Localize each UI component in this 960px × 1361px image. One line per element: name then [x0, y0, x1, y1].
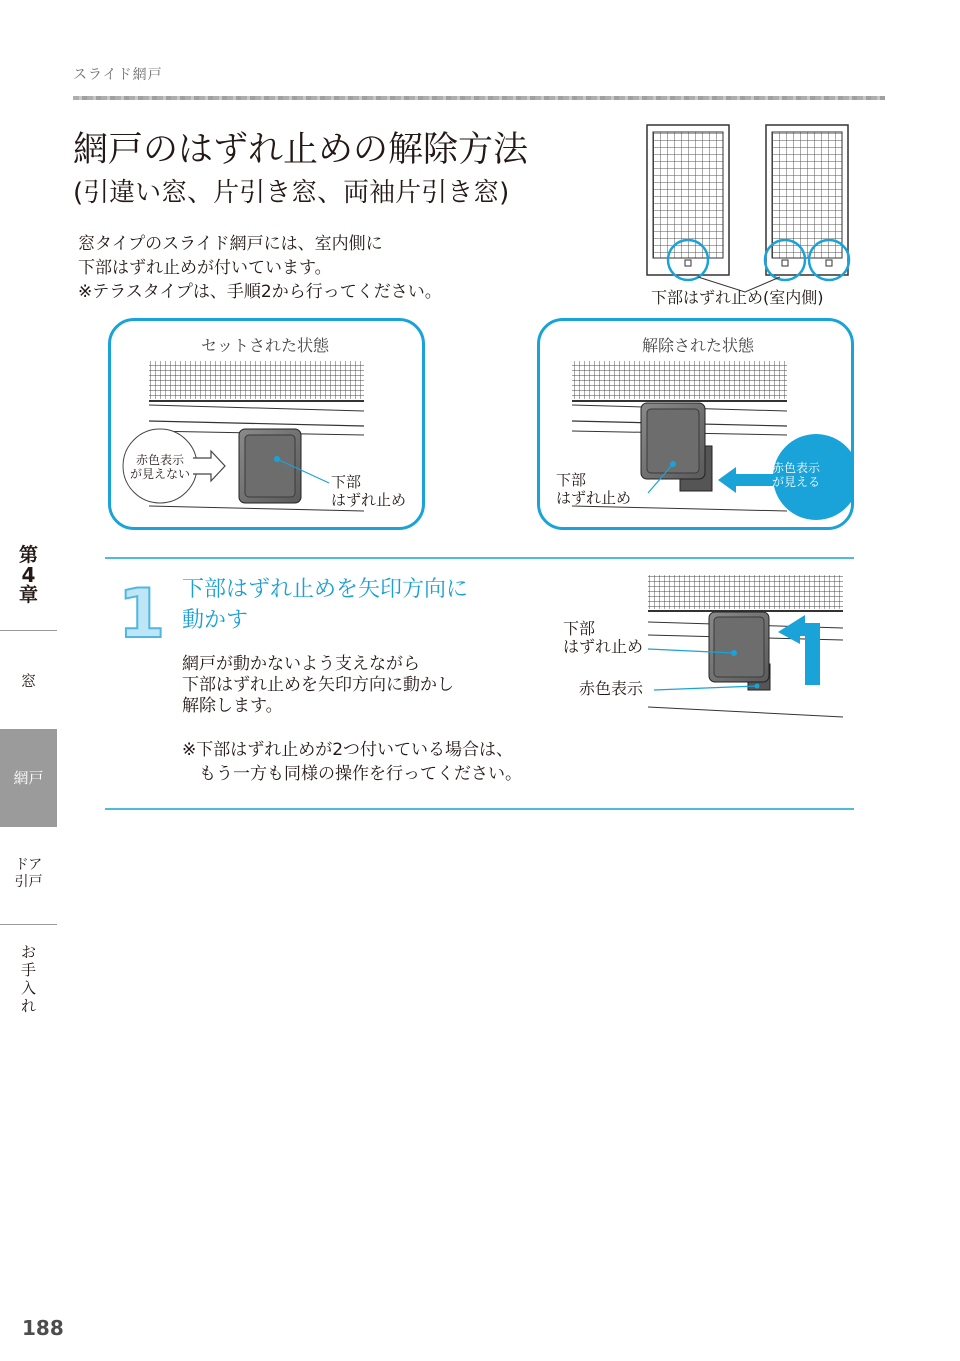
side-divider [0, 630, 57, 631]
step-body-line: 解除します。 [182, 696, 283, 716]
callout-line-text: 下部 [556, 471, 587, 489]
side-item-door[interactable] [0, 857, 57, 891]
step-top-rule [105, 557, 854, 559]
bubble-line: 赤色表示 [135, 453, 184, 467]
stopper-marker [685, 260, 691, 266]
stopper-marker [826, 260, 832, 266]
bubble-line: が見えない [129, 467, 190, 481]
stopper-callout [331, 473, 406, 509]
stopper-face [245, 435, 295, 497]
chapter-tab [0, 545, 57, 605]
badge-line: 赤色表示 [771, 461, 820, 475]
panel-set-state [108, 318, 425, 530]
callout-line-text: はずれ止め [563, 637, 644, 656]
intro-line: 窓タイプのスライド網戸には、室内側に [78, 234, 383, 254]
side-item-line: 引戸 [14, 874, 43, 890]
side-item-care[interactable] [0, 943, 57, 1015]
side-item-window[interactable]: 窓 [20, 672, 36, 690]
step-bottom-rule [105, 808, 854, 810]
step-body [182, 654, 454, 717]
section-label: スライド網戸 [73, 67, 163, 83]
step-title [182, 574, 468, 636]
arrow-up-icon [778, 615, 820, 685]
stopper-callout [556, 471, 631, 507]
step-note [182, 738, 522, 786]
panel-released-state [537, 318, 854, 530]
mesh-strip [572, 361, 787, 399]
mesh-strip [648, 575, 843, 609]
callout-line [654, 686, 757, 690]
panel-released-label: 解除された状態 [642, 336, 755, 355]
mesh-strip [149, 361, 364, 399]
step-figure-callout [563, 620, 643, 656]
step-title-line: 下部はずれ止めを矢印方向に [182, 577, 469, 602]
callout-line-text: はずれ止め [556, 489, 632, 507]
chapter-char: 章 [18, 584, 38, 606]
frame-rail [648, 707, 843, 717]
intro-line: ※テラスタイプは、手順2から行ってください。 [78, 282, 442, 302]
chapter-number: 4 [21, 563, 36, 587]
badge-line: が見える [771, 475, 820, 489]
side-item-line: れ [20, 997, 36, 1015]
step-body-line: 下部はずれ止めを矢印方向に動かし [182, 675, 454, 695]
side-item-screen-active[interactable]: 網戸 [0, 729, 57, 827]
step-note-line: もう一方も同様の操作を行ってください。 [182, 764, 522, 784]
intro-text [78, 232, 442, 304]
header-divider [73, 96, 885, 100]
side-item-line: 手 [20, 961, 36, 979]
side-item-line: お [20, 943, 36, 961]
callout-line-text: はずれ止め [331, 491, 407, 509]
stopper-face [714, 617, 764, 677]
intro-line: 下部はずれ止めが付いています。 [78, 258, 332, 278]
top-figure-caption: 下部はずれ止め(室内側) [651, 288, 824, 307]
page-subtitle: (引違い窓、片引き窓、両袖片引き窓) [73, 178, 510, 208]
frame-rail [149, 405, 364, 411]
step-number: 1 [118, 575, 166, 654]
side-item-line: 入 [20, 979, 36, 997]
step-figure [640, 572, 850, 727]
step-body-line: 網戸が動かないよう支えながら [182, 654, 420, 674]
side-item-line: ドア [14, 857, 43, 873]
panel-set-label: セットされた状態 [201, 336, 330, 355]
callout-line-text: 下部 [331, 473, 362, 491]
chapter-char: 第 [18, 544, 38, 566]
step-title-line: 動かす [182, 608, 249, 633]
bubble-text [126, 453, 194, 481]
bubble-arrow-icon [193, 451, 225, 481]
page-title: 網戸のはずれ止めの解除方法 [73, 130, 529, 170]
step-note-line: ※下部はずれ止めが2つ付いている場合は、 [182, 740, 514, 760]
side-divider [0, 924, 57, 925]
callout-line-text: 下部 [563, 619, 596, 638]
step-figure-red-label: 赤色表示 [579, 679, 644, 698]
stopper-marker [782, 260, 788, 266]
badge-text [766, 461, 826, 489]
page-number: 188 [22, 1316, 64, 1340]
frame-rail [149, 421, 364, 426]
